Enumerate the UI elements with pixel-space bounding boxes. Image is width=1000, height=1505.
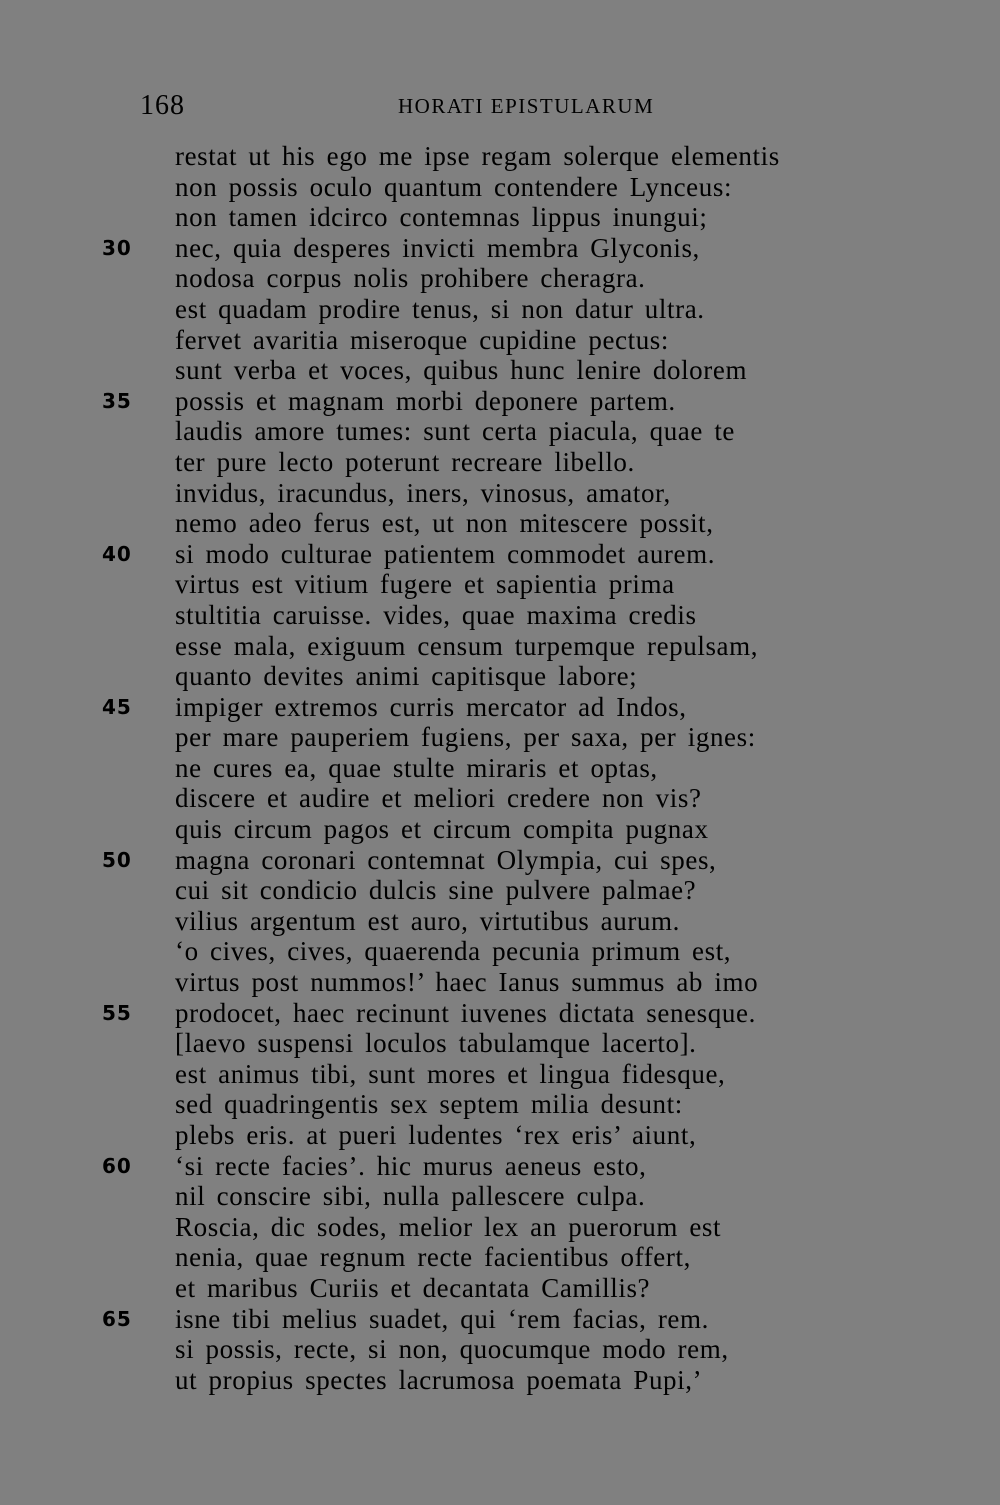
verse-text: plebs eris. at pueri ludentes ‘rex eris’ aiunt, — [175, 1120, 697, 1150]
verse-line — [0, 1212, 1000, 1243]
verse-text: cui sit condicio dulcis sine pulvere palmae? — [175, 875, 697, 906]
verse-text: est quadam prodire tenus, si non datur ultra. — [175, 293, 705, 324]
verse-line — [0, 1181, 1000, 1212]
verse-line — [0, 263, 1000, 294]
verse-line — [0, 1089, 1000, 1120]
verse-line — [0, 447, 1000, 478]
verse-text: non possis oculo quantum contendere Lynceus: — [175, 171, 733, 202]
verse-line — [0, 1334, 1000, 1365]
verse-text: esse mala, exiguum censum turpemque repulsam, — [175, 630, 759, 661]
verse-line — [0, 631, 1000, 662]
line-number: 65 — [102, 1306, 132, 1331]
verse-text: ut propius spectes lacrumosa poemata Pupi,’ — [175, 1364, 703, 1395]
verse-text: virtus est vitium fugere et sapientia prima — [175, 569, 675, 600]
verse-line — [0, 355, 1000, 386]
verse-line — [0, 1365, 1000, 1396]
line-number: 30 — [102, 235, 132, 260]
line-number: 50 — [102, 847, 132, 872]
verse-line — [0, 1273, 1000, 1304]
verse-text: magna coronari contemnat Olympia, cui spes, — [175, 844, 717, 875]
verse-text: si modo culturae patientem commodet aurem. — [175, 538, 716, 569]
verse-line — [0, 875, 1000, 906]
verse-text: possis et magnam morbi deponere partem. — [175, 385, 676, 416]
verse-line — [0, 1151, 1000, 1182]
page-header — [0, 90, 1000, 130]
verse-text: si possis, recte, si non, quocumque modo rem, — [175, 1334, 729, 1365]
verse-line — [0, 753, 1000, 784]
verse-text: quis circum pagos et circum compita pugnax — [175, 814, 709, 845]
running-title: HORATI EPISTULARUM — [398, 94, 655, 118]
verse-text: impiger extremos curris mercator ad Indos, — [175, 691, 687, 722]
verse-text: sed quadringentis sex septem milia desunt: — [175, 1089, 683, 1120]
verse-text: [laevo suspensi loculos tabulamque lacerto]. — [175, 1028, 697, 1059]
verse-text: per mare pauperiem fugiens, per saxa, per ignes: — [175, 722, 756, 753]
verse-line — [0, 294, 1000, 325]
verse-text: isne tibi melius suadet, qui ‘rem facias, rem. — [175, 1303, 709, 1334]
verse-text: nenia, quae regnum recte facientibus offert, — [175, 1242, 691, 1273]
verse-line — [0, 569, 1000, 600]
verse-text: nil conscire sibi, nulla pallescere culpa. — [175, 1181, 646, 1212]
verse-text: nemo adeo ferus est, ut non mitescere possit, — [175, 508, 714, 539]
verse-text: stultitia caruisse. vides, quae maxima credis — [175, 599, 697, 630]
verse-line — [0, 692, 1000, 723]
verse-text: nec, quia desperes invicti membra Glyconis, — [175, 232, 700, 263]
verse-text: et maribus Curiis et decantata Camillis? — [175, 1272, 651, 1303]
verse-line — [0, 416, 1000, 447]
verse-line — [0, 600, 1000, 631]
verse-line — [0, 783, 1000, 814]
verse-line — [0, 202, 1000, 233]
verse-line — [0, 906, 1000, 937]
verse-text: Roscia, dic sodes, melior lex an puerorum est — [175, 1211, 722, 1242]
line-number: 55 — [102, 1000, 132, 1025]
verse-line — [0, 1242, 1000, 1273]
verse-text: est animus tibi, sunt mores et lingua fidesque, — [175, 1058, 726, 1089]
verse-line — [0, 1059, 1000, 1090]
verse-line — [0, 325, 1000, 356]
verse-line — [0, 172, 1000, 203]
verse-line — [0, 845, 1000, 876]
verse-text: invidus, iracundus, iners, vinosus, amator, — [175, 477, 671, 508]
verse-line — [0, 478, 1000, 509]
verse-text: ‘si recte facies’. hic murus aeneus esto, — [175, 1150, 647, 1181]
verse-text: laudis amore tumes: sunt certa piacula, quae te — [175, 416, 736, 447]
verse-line — [0, 539, 1000, 570]
verse-line — [0, 661, 1000, 692]
verse-line — [0, 998, 1000, 1029]
verse-line — [0, 508, 1000, 539]
line-number: 60 — [102, 1153, 132, 1178]
verse-line — [0, 936, 1000, 967]
verse-block — [0, 141, 1000, 1395]
verse-text: restat ut his ego me ipse regam solerque elementis — [175, 141, 780, 171]
verse-text: ne cures ea, quae stulte miraris et optas, — [175, 752, 658, 783]
line-number: 40 — [102, 541, 132, 566]
verse-line — [0, 141, 1000, 172]
verse-text: sunt verba et voces, quibus hunc lenire dolorem — [175, 355, 748, 386]
verse-text: ‘o cives, cives, quaerenda pecunia primum est, — [175, 936, 732, 967]
verse-line — [0, 814, 1000, 845]
verse-text: fervet avaritia miseroque cupidine pectus: — [175, 324, 670, 355]
verse-line — [0, 722, 1000, 753]
verse-text: ter pure lecto poterunt recreare libello. — [175, 446, 635, 477]
verse-text: prodocet, haec recinunt iuvenes dictata senesque. — [175, 997, 756, 1028]
line-number: 45 — [102, 694, 132, 719]
verse-line — [0, 1120, 1000, 1151]
verse-line — [0, 967, 1000, 998]
verse-line — [0, 386, 1000, 417]
page-number: 168 — [140, 90, 185, 121]
verse-text: virtus post nummos!’ haec Ianus summus ab imo — [175, 967, 759, 998]
verse-text: nodosa corpus nolis prohibere cheragra. — [175, 263, 646, 294]
verse-text: vilius argentum est auro, virtutibus aurum. — [175, 905, 680, 936]
line-number: 35 — [102, 388, 132, 413]
verse-line — [0, 233, 1000, 264]
verse-line — [0, 1304, 1000, 1335]
verse-text: non tamen idcirco contemnas lippus inungui; — [175, 202, 708, 233]
verse-text: discere et audire et meliori credere non vis? — [175, 783, 702, 814]
verse-line — [0, 1028, 1000, 1059]
verse-text: quanto devites animi capitisque labore; — [175, 661, 638, 692]
